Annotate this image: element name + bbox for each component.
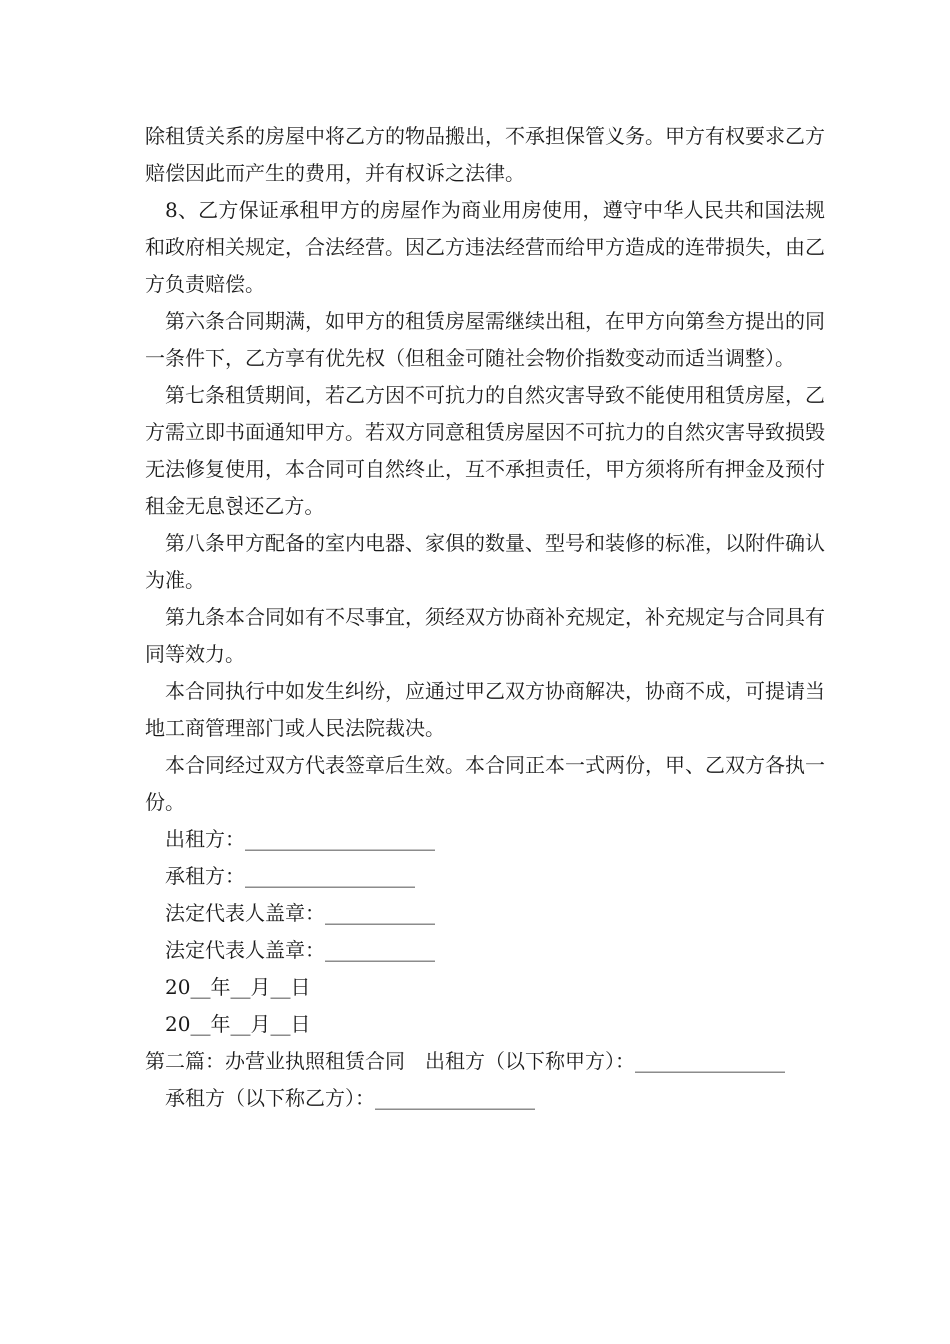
paragraph-dispute: 本合同执行中如发生纠纷，应通过甲乙双方协商解决，协商不成，可提请当地工商管理部门或人民法院裁决。 (145, 679, 825, 740)
paragraph-article-8: 第八条甲方配备的室内电器、家俱的数量、型号和装修的标准，以附件确认为准。 (145, 531, 825, 592)
paragraph-clause-8: 8、乙方保证承租甲方的房屋作为商业用房使用，遵守中华人民共和国法规和政府相关规定，合法经营。因乙方违法经营而给甲方造成的连带损失，由乙方负责赔偿。 (145, 198, 825, 296)
signature-legal-rep-1: 法定代表人盖章：___________ (165, 901, 435, 925)
document-body (145, 118, 825, 1117)
signature-lessor: 出租方：___________________ (165, 827, 435, 851)
paragraph-article-6: 第六条合同期满，如甲方的租赁房屋需继续出租，在甲方向第叁方提出的同一条件下，乙方享有优先权（但租金可随社会物价指数变动而适当调整）。 (145, 309, 825, 370)
paragraph-continuation: 除租赁关系的房屋中将乙方的物品搬出，不承担保管义务。甲方有权要求乙方赔偿因此而产生的费用，并有权诉之法律。 (145, 124, 825, 185)
signature-legal-rep-2: 法定代表人盖章：___________ (165, 938, 435, 962)
paragraph-article-7: 第七条租赁期间，若乙方因不可抗力的自然灾害导致不能使用租赁房屋，乙方需立即书面通知甲方。若双方同意租赁房屋因不可抗力的自然灾害导致损毁无法修复使用，本合同可自然终止，互不承担责任，甲方须将所有押金及预付租金无息혅还乙方。 (145, 383, 825, 518)
paragraph-article-9: 第九条本合同如有不尽事宜，须经双方协商补充规定，补充规定与合同具有同等效力。 (145, 605, 825, 666)
second-contract-heading: 第二篇：办营业执照租赁合同 出租方（以下称甲方）：_______________ (145, 1049, 785, 1073)
second-contract-lessee: 承租方（以下称乙方）：________________ (165, 1086, 535, 1110)
signature-lessee: 承租方：_________________ (165, 864, 415, 888)
paragraph-effect: 本合同经过双方代表签章后生效。本合同正本一式两份，甲、乙双方各执一份。 (145, 753, 825, 814)
signature-date-2: 20__年__月__日 (165, 1012, 311, 1036)
signature-date-1: 20__年__月__日 (165, 975, 311, 999)
